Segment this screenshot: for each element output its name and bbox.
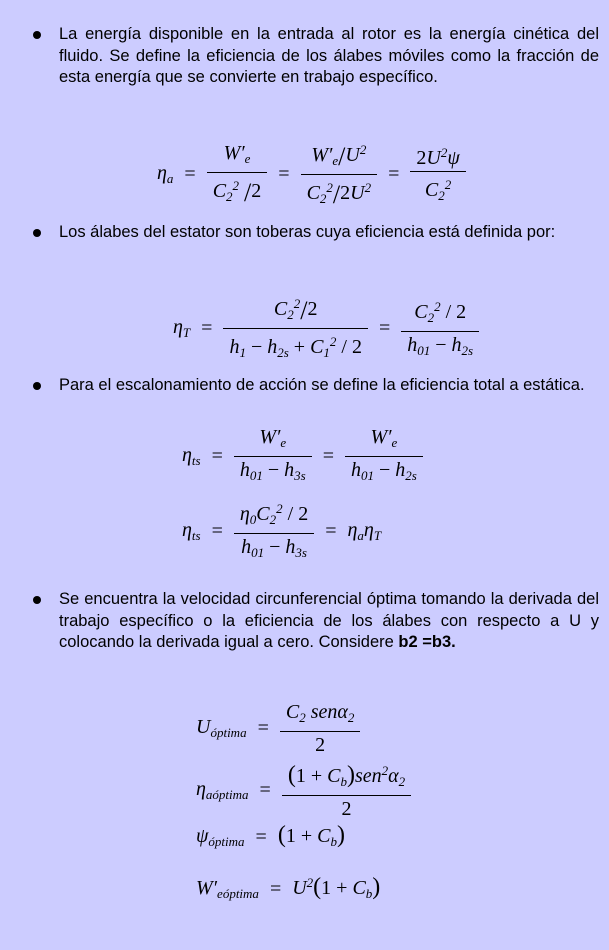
bullet-3: [33, 382, 41, 390]
fraction-2b: $\frac{C_2^2 / 2}{h_{01} - h_{2s}}$: [401, 294, 479, 364]
equation-stator-efficiency: $\eta_T$ = $\frac{C_2^2/2}{h_1 - h_{2s} + C_1^2 / 2}$ = $\frac{C_2^2 / 2}{h_{01} - h_{2s}}$: [173, 291, 479, 366]
paragraph-4-bold: b2 =b3.: [398, 633, 456, 651]
paragraph-4: Se encuentra la velocidad circunferencial óptima tomando la derivada del trabajo específico o la eficiencia de los álabes con respecto a U y colocando la derivada igual a cero. Considere b2 =b3.: [59, 590, 599, 651]
equation-u-optima: $U_{óptima}$ = $\frac{C_2 sen\alpha_2}{2}$: [196, 699, 360, 758]
equation-w-optima: $W'_{eóptima} = U^2(1 + C_b)$: [196, 874, 381, 901]
paragraph-2: Los álabes del estator son toberas cuya eficiencia está definida por:: [59, 223, 556, 241]
fraction-1b: $\frac{W'_e/U^2}{C_2^2/2U^2}$: [301, 137, 378, 212]
fraction-1a: $\frac{W'_e}{C_2^2 /2}$: [207, 140, 268, 210]
bullet-2: [33, 229, 41, 237]
fraction-2a: $\frac{C_2^2/2}{h_1 - h_{2s} + C_1^2 / 2}$: [223, 291, 368, 366]
paragraph-3: Para el escalonamiento de acción se define la eficiencia total a estática.: [59, 376, 585, 394]
bullet-4: [33, 596, 41, 604]
equation-eta-optima: $\eta_{aóptima}$ = $\frac{(1 + C_b)sen^2\alpha_2}{2}$: [196, 758, 411, 822]
equation-total-static-1: $\eta_{ts}$ = $\frac{W'_e}{h_{01} - h_{3s}}$ = $\frac{W'_e}{h_{01} - h_{2s}}$: [182, 424, 423, 489]
equation-total-static-2: $\eta_{ts}$ = $\frac{\eta_0C_2^2 / 2}{h_{01} - h_{3s}}$ = $\eta_a\eta_T$: [182, 496, 381, 566]
fraction-1c: $\frac{2U^2\psi}{C_2^2}$: [410, 140, 465, 209]
equation-psi-optima: $\psi_{óptima} = (1 + C_b)$: [196, 822, 345, 849]
bullet-1: [33, 31, 41, 39]
paragraph-1: La energía disponible en la entrada al rotor es la energía cinética del fluido. Se define la eficiencia de los álabes móviles como la fracción de esta energía que se convierte en trabajo específico.: [59, 25, 599, 86]
equation-blade-efficiency: $\eta_a$ = $\frac{W'_e}{C_2^2 /2}$ = $\frac{W'_e/U^2}{C_2^2/2U^2}$ = $\frac{2U^2\psi}{C_2^2}$: [157, 137, 466, 212]
eta-a: $\eta_a$: [157, 162, 174, 186]
